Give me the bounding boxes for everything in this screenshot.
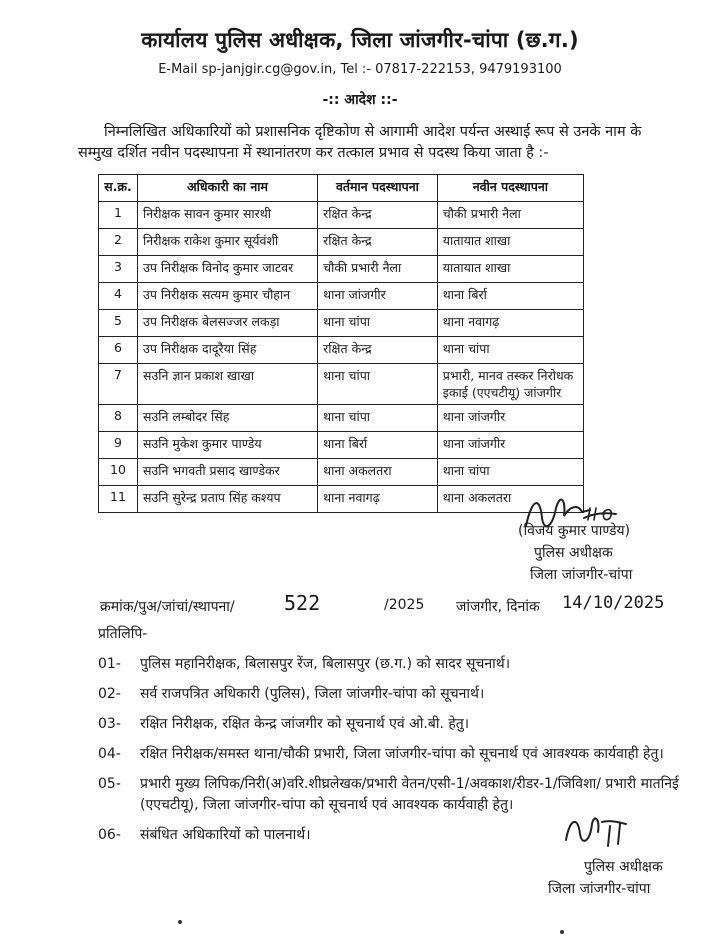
place-date-label: जांजगीर, दिनांक <box>456 599 540 615</box>
cell-new: थाना चांपा <box>437 337 583 364</box>
table-row <box>99 364 584 405</box>
header-sn: स.क्र. <box>99 175 138 202</box>
cell-current: चौकी प्रभारी नैला <box>318 256 438 283</box>
header-officer-name: अधिकारी का नाम <box>137 175 317 202</box>
table-row <box>99 337 584 364</box>
cell-sn: 7 <box>99 364 138 405</box>
intro-paragraph: निम्नलिखित अधिकारियों को प्रशासनिक दृष्टिकोण से आगामी आदेश पर्यन्त अस्थाई रूप से उनके नाम के सम्मुख दर्शित नवीन पदस्थापना में स्थानांतरण कर तत्काल प्रभाव से पदस्थ किया जाता है :- <box>78 124 642 161</box>
reference-number: 522 <box>284 591 321 615</box>
cell-sn: 11 <box>99 486 138 513</box>
cell-current: थाना चांपा <box>318 364 438 405</box>
cell-sn: 6 <box>99 337 138 364</box>
footer-designation: पुलिस अधीक्षक <box>584 859 663 875</box>
cell-sn: 5 <box>99 310 138 337</box>
list-item-text: रक्षित निरीक्षक/समस्त थाना/चौकी प्रभारी, जिला जांजगीर-चांपा को सूचनार्थ एवं आवश्यक कार्यवाही हेतु। <box>140 746 664 762</box>
cell-new: थाना बिर्रा <box>437 283 583 310</box>
cell-new: थाना अकलतरा <box>437 486 583 513</box>
reference-prefix: क्रमांक/पुअ/जांचां/स्थापना/ <box>100 599 235 615</box>
cell-current: थाना चांपा <box>318 405 438 432</box>
cell-name: उप निरीक्षक दादूरैया सिंह <box>137 337 317 364</box>
cell-sn: 10 <box>99 459 138 486</box>
table-row <box>99 256 584 283</box>
signatory-district: जिला जांजगीर-चांपा <box>530 567 633 583</box>
cell-sn: 4 <box>99 283 138 310</box>
scan-speck <box>560 930 564 934</box>
list-item-number: 05- <box>98 776 121 792</box>
signatory-designation: पुलिस अधीक्षक <box>534 545 613 561</box>
cell-current: रक्षित केन्द्र <box>318 229 438 256</box>
scan-speck <box>178 920 182 924</box>
cell-name: निरीक्षक सावन कुमार सारथी <box>137 202 317 229</box>
reference-year: /2025 <box>384 597 425 613</box>
table-row <box>99 229 584 256</box>
list-item-number: 02- <box>98 686 121 702</box>
table-row <box>99 432 584 459</box>
cell-current: रक्षित केन्द्र <box>318 337 438 364</box>
list-item-number: 04- <box>98 746 121 762</box>
office-title: कार्यालय पुलिस अधीक्षक, जिला जांजगीर-चांपा (छ.ग.) <box>141 28 579 52</box>
list-item <box>98 714 698 735</box>
cell-current: थाना चांपा <box>318 310 438 337</box>
cell-sn: 3 <box>99 256 138 283</box>
cell-current: थाना बिर्रा <box>318 432 438 459</box>
cell-current: थाना जांजगीर <box>318 283 438 310</box>
transfer-table <box>98 174 584 513</box>
list-item-text: पुलिस महानिरीक्षक, बिलासपुर रेंज, बिलासपुर (छ.ग.) को सादर सूचनार्थ। <box>140 656 511 672</box>
cell-current: थाना नवागढ़ <box>318 486 438 513</box>
table-row <box>99 486 584 513</box>
footer-signature-block <box>548 856 718 900</box>
copy-to-label: प्रतिलिपि- <box>98 626 148 642</box>
cell-name: सउनि मुकेश कुमार पाण्डेय <box>137 432 317 459</box>
list-item-number: 03- <box>98 716 121 732</box>
cell-new: थाना जांजगीर <box>437 432 583 459</box>
table-row <box>99 310 584 337</box>
list-item-number: 06- <box>98 827 121 843</box>
cell-name: सउनि लम्बोदर सिंह <box>137 405 317 432</box>
cell-new: यातायात शाखा <box>437 256 583 283</box>
cell-name: सउनि सुरेन्द्र प्रताप सिंह कश्यप <box>137 486 317 513</box>
handwritten-initials <box>560 810 640 852</box>
table-row <box>99 202 584 229</box>
cell-sn: 2 <box>99 229 138 256</box>
cell-sn: 8 <box>99 405 138 432</box>
list-item-text: सर्व राजपत्रित अधिकारी (पुलिस), जिला जांजगीर-चांपा को सूचनार्थ। <box>140 686 485 702</box>
cell-current: रक्षित केन्द्र <box>318 202 438 229</box>
table-row <box>99 405 584 432</box>
table-row <box>99 459 584 486</box>
cell-name: उप निरीक्षक सत्यम कुमार चौहान <box>137 283 317 310</box>
cell-sn: 9 <box>99 432 138 459</box>
cell-name: उप निरीक्षक विनोद कुमार जाटवर <box>137 256 317 283</box>
list-item-number: 01- <box>98 656 121 672</box>
list-item <box>98 684 698 705</box>
cell-sn: 1 <box>99 202 138 229</box>
cell-new: थाना जांजगीर <box>437 405 583 432</box>
cell-current: थाना अकलतरा <box>318 459 438 486</box>
signatory-name: (विजय कुमार पाण्डेय) <box>518 523 631 539</box>
cell-name: सउनि भगवती प्रसाद खाण्डेकर <box>137 459 317 486</box>
order-date: 14/10/2025 <box>562 593 665 613</box>
cell-name: निरीक्षक राकेश कुमार सूर्यवंशी <box>137 229 317 256</box>
table-header-row <box>99 175 584 202</box>
header-current-posting: वर्तमान पदस्थापना <box>318 175 438 202</box>
list-item-text: रक्षित निरीक्षक, रक्षित केन्द्र जांजगीर को सूचनार्थ एवं ओ.बी. हेतु। <box>140 716 470 732</box>
list-item <box>98 654 698 675</box>
contact-line: E-Mail sp-janjgir.cg@gov.in, Tel :- 07817-222153, 9479193100 <box>158 62 562 77</box>
list-item-text: संबंधित अधिकारियों को पालनार्थ। <box>140 827 311 843</box>
cell-new: प्रभारी, मानव तस्कर निरोधक इकाई (एएचटीयू) जांजगीर <box>437 364 583 405</box>
list-item-text: प्रभारी मुख्य लिपिक/निरी(अ)वरि.शीघ्रलेखक/प्रभारी वेतन/एसी-1/अवकाश/रीडर-1/जिविशा/ प्रभारी मातनिई (एएचटीयू), जिला जांजगीर-चांपा को सूचनार्थ एवं आवश्यक कार्यवाही हेतु। <box>140 776 679 813</box>
order-heading: -:: आदेश ::- <box>322 92 398 108</box>
cell-new: यातायात शाखा <box>437 229 583 256</box>
cell-new: चौकी प्रभारी नैला <box>437 202 583 229</box>
cell-new: थाना चांपा <box>437 459 583 486</box>
cell-name: सउनि ज्ञान प्रकाश खाखा <box>137 364 317 405</box>
signature-block <box>518 520 718 586</box>
cell-new: थाना नवागढ़ <box>437 310 583 337</box>
table-row <box>99 283 584 310</box>
header-new-posting: नवीन पदस्थापना <box>437 175 583 202</box>
cell-name: उप निरीक्षक बेलसज्जर लकड़ा <box>137 310 317 337</box>
list-item <box>98 744 698 765</box>
footer-district: जिला जांजगीर-चांपा <box>548 881 651 897</box>
